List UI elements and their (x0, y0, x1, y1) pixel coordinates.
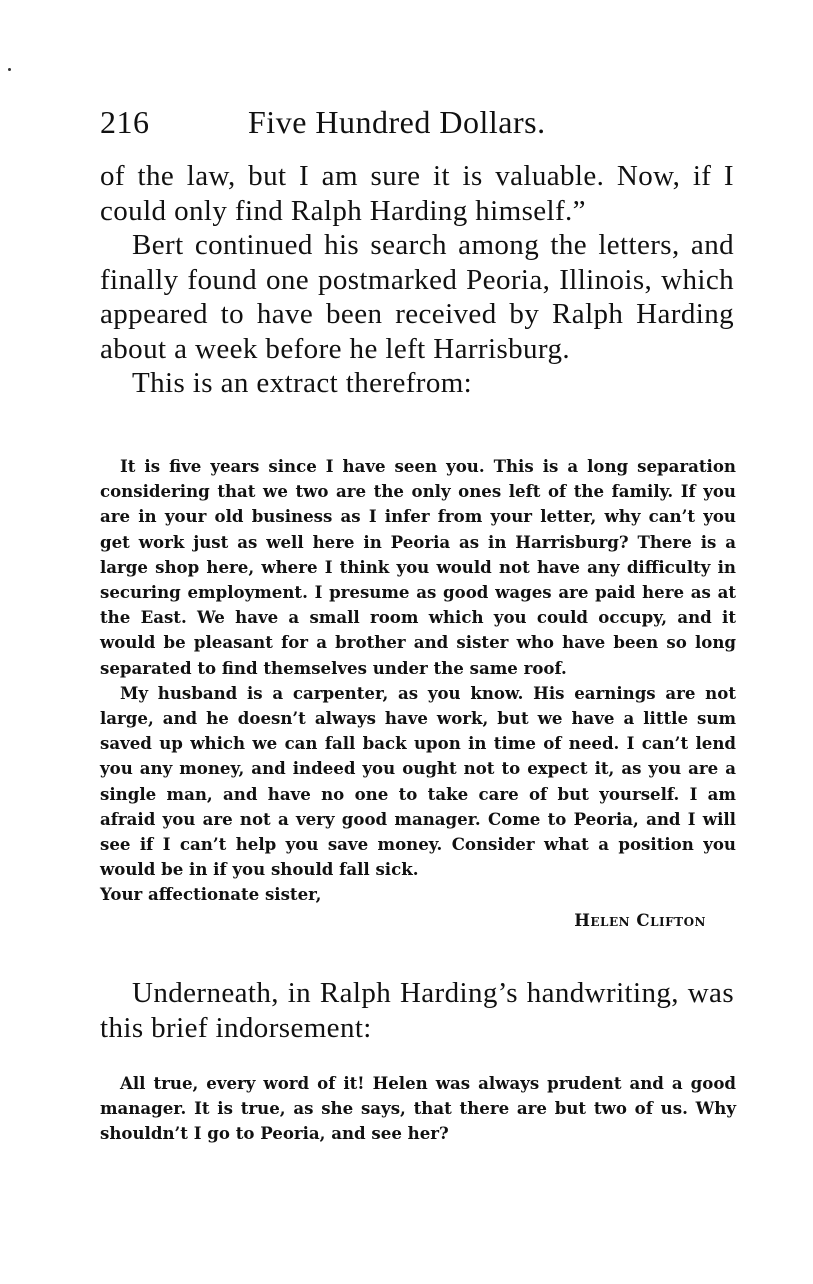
letter-paragraph-2: My husband is a carpenter, as you know. His earnings are not large, and he doesn’t always have work, but we have a little sum saved up which we can fall back upon in time of need. I can’t lend you any money, and indeed you ought not to expect it, as you are a single man, and have no one to take care of but yourself. I am afraid you are not a very good manager. Come to Peoria, and I will see if I can’t help you save money. Consider what a position you would be in if you should fall sick. (100, 682, 736, 880)
page-header (100, 102, 740, 142)
page-number: 216 (100, 104, 150, 140)
endorsement-text: All true, every word of it! Helen was always prudent and a good manager. It is true, as she says, that there are but two of us. Why shouldn’t I go to Peoria, and see her? (100, 1073, 736, 1144)
narrative-paragraph-3: This is an extract therefrom: (132, 367, 473, 399)
scan-speck (8, 68, 11, 71)
narrative-text-2 (100, 976, 734, 1045)
narrative-paragraph-2: Bert continued his search among the letters, and finally found one postmarked Peoria, Illinois, which appeared to have been received by Ralph Harding about a week before he left Harrisburg. (100, 229, 734, 365)
endorsement-extract (100, 1071, 736, 1147)
letter-extract (100, 454, 736, 933)
letter-closing: Your affectionate sister, (100, 884, 322, 905)
running-title: Five Hundred Dollars. (248, 104, 546, 140)
narrative-paragraph-1: of the law, but I am sure it is valuable. Now, if I could only find Ralph Harding himself.” (100, 160, 734, 227)
letter-signature: Helen Clifton (574, 909, 706, 930)
letter-paragraph-1: It is five years since I have seen you. This is a long separation considering that we two are the only ones left of the family. If you are in your old business as I infer from your letter, why can’t you get work just as well here in Peoria as in Harrisburg? There is a large shop here, where I think you would not have any difficulty in securing employment. I presume as good wages are paid here as at the East. We have a small room which you could occupy, and it would be pleasant for a brother and sister who have been so long separated to find themselves under the same roof. (100, 456, 736, 678)
narrative-text (100, 159, 734, 401)
narrative-paragraph-4: Underneath, in Ralph Harding’s handwriting, was this brief indorsement: (100, 977, 734, 1044)
